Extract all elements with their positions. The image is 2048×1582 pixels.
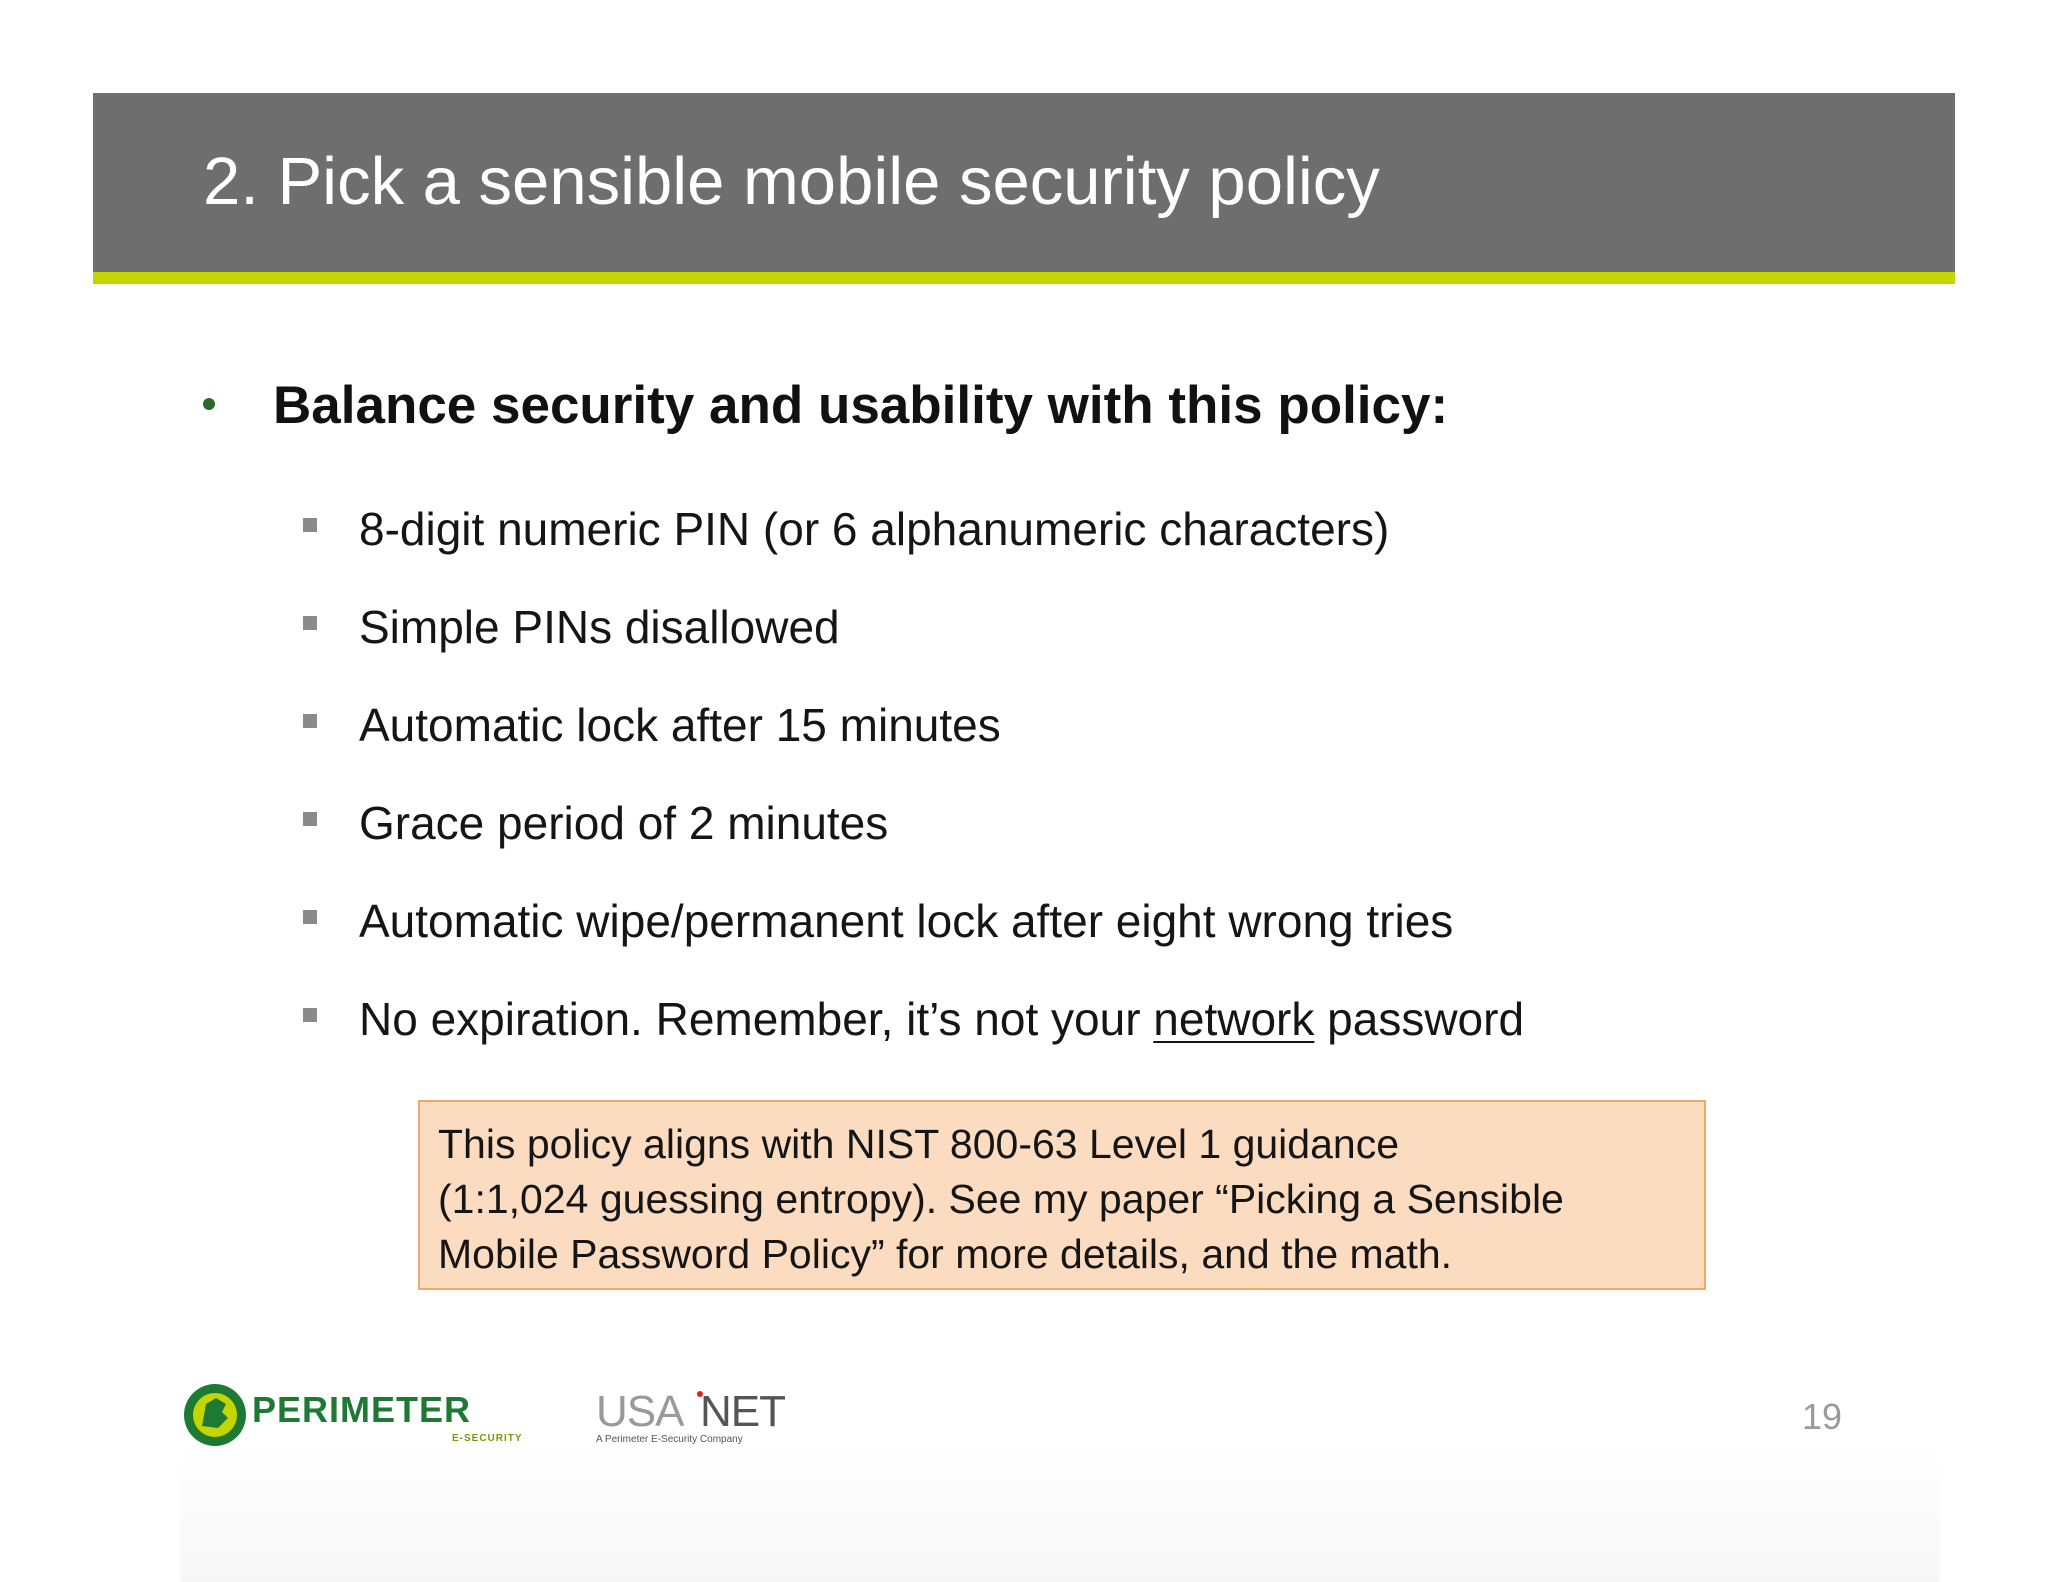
sub-bullet [303, 578, 1524, 676]
svg-text:PERIMETER: PERIMETER [252, 1389, 472, 1430]
sub-bullet-text: 8-digit numeric PIN (or 6 alphanumeric characters) [359, 503, 1390, 555]
slide-title: 2. Pick a sensible mobile security policy [203, 144, 1380, 219]
square-bullet-icon [303, 1008, 317, 1022]
square-bullet-icon [303, 910, 317, 924]
sub-bullet-text: Simple PINs disallowed [359, 601, 840, 653]
square-bullet-icon [303, 812, 317, 826]
note-line: This policy aligns with NIST 800-63 Level 1 guidance [438, 1121, 1399, 1167]
main-bullet-text: Balance security and usability with this policy: [273, 376, 1449, 435]
square-bullet-icon [303, 616, 317, 630]
square-bullet-icon [303, 714, 317, 728]
sub-bullet-text: Automatic wipe/permanent lock after eight wrong tries [359, 895, 1454, 947]
footer-band [180, 1440, 1940, 1582]
perimeter-logo [182, 1382, 542, 1448]
square-bullet-icon [303, 518, 317, 532]
usanet-logo [594, 1384, 800, 1450]
sub-bullet-text: Automatic lock after 15 minutes [359, 699, 1001, 751]
sub-bullet-expiration [303, 970, 1524, 1068]
svg-text:A Perimeter E-Security Company: A Perimeter E-Security Company [596, 1434, 743, 1445]
sub-bullet-text-after: password [1314, 993, 1525, 1045]
main-bullet [203, 375, 1448, 436]
svg-text:NET: NET [700, 1387, 785, 1436]
page-number: 19 [1802, 1396, 1843, 1437]
sub-bullet [303, 774, 1524, 872]
sub-bullet [303, 676, 1524, 774]
sub-bullet [303, 872, 1524, 970]
sub-bullet-list [303, 480, 1524, 1068]
title-accent-stripe [93, 272, 1955, 284]
sub-bullet [303, 480, 1524, 578]
sub-bullet-text: Grace period of 2 minutes [359, 797, 889, 849]
nist-note-callout [418, 1100, 1706, 1290]
note-line: Mobile Password Policy” for more details, and the math. [438, 1231, 1453, 1277]
svg-text:E-SECURITY: E-SECURITY [452, 1433, 523, 1444]
note-line: (1:1,024 guessing entropy). See my paper “Picking a Sensible [438, 1176, 1564, 1222]
bullet-dot-icon [203, 398, 215, 410]
svg-text:USA: USA [596, 1387, 684, 1436]
underlined-word-network: network [1153, 993, 1315, 1045]
sub-bullet-text-before: No expiration. Remember, it’s not your [359, 993, 1154, 1045]
